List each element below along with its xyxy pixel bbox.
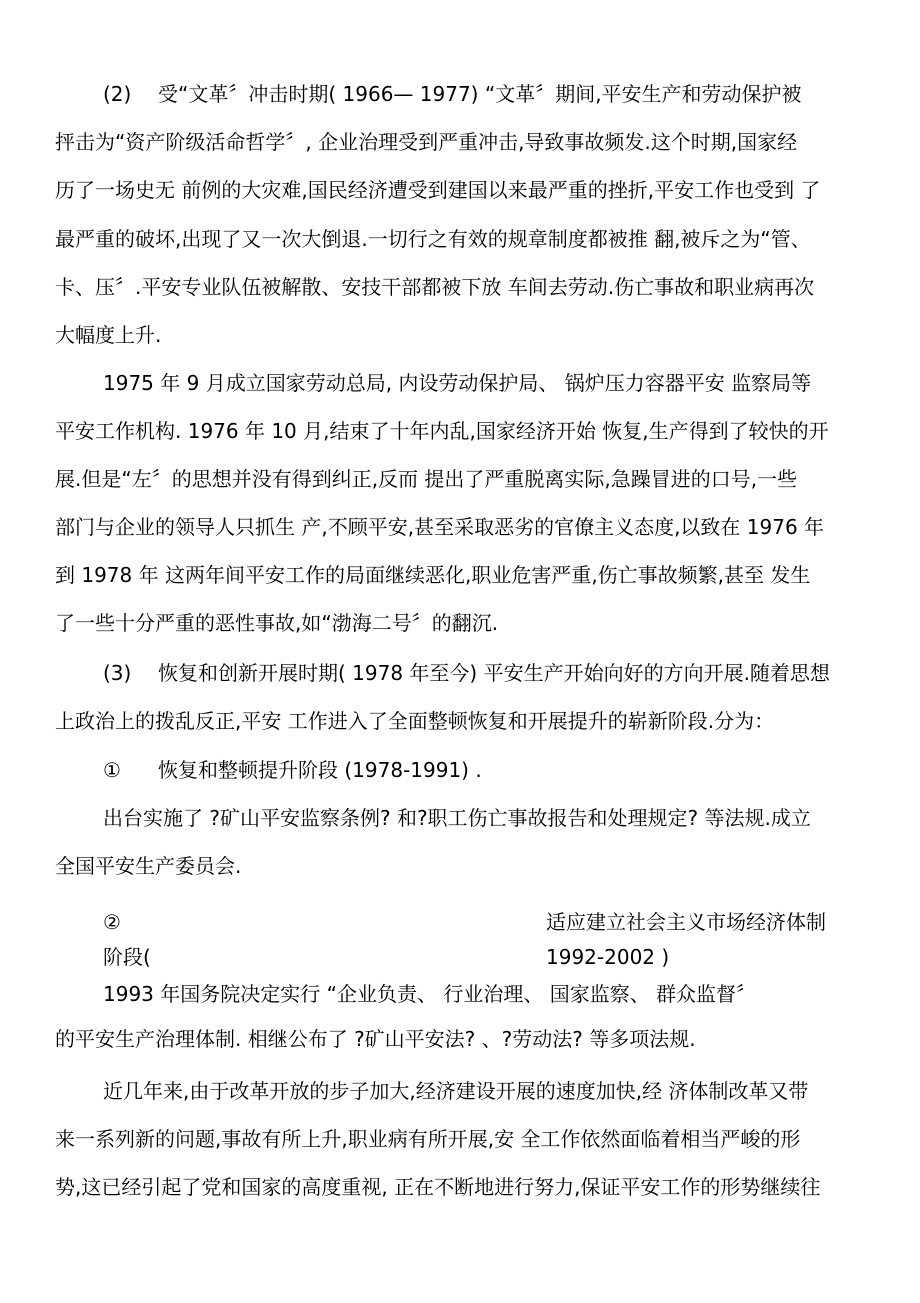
- paragraph-number: (2): [103, 82, 132, 106]
- text-line: 1975 年 9 月成立国家劳动总局, 内设劳动保护局、 锅炉压力容器平安 监察局等: [103, 371, 812, 395]
- text-line: 恢复和创新开展时期( 1978 年至今) 平安生产开始向好的方向开展.随着思想: [158, 661, 830, 685]
- text-line: 抨击为“资产阶级活命哲学〞, 企业治理受到严重冲击,导致事故频发.这个时期,国家经: [55, 130, 798, 154]
- text-line: 大幅度上升.: [55, 323, 162, 347]
- text-line: 近几年来,由于改革开放的步子加大,经济建设开展的速度加快,经 济体制改革又带: [103, 1079, 809, 1103]
- text-line: 来一系列新的问题,事故有所上升,职业病有所开展,安 全工作依然面临着相当严峻的形: [55, 1127, 801, 1151]
- text-line: 1993 年国务院决定实行 “企业负责、 行业治理、 国家监察、 群众监督〞: [103, 982, 757, 1006]
- text-line: 适应建立社会主义市场经济体制: [546, 910, 826, 934]
- list-marker: ①: [103, 758, 121, 782]
- text-line: 了一些十分严重的恶性事故,如“渤海二号〞的翻沉.: [55, 611, 499, 635]
- text-line: 历了一场史无 前例的大灾难,国民经济遭受到建国以来最严重的挫折,平安工作也受到 了: [55, 178, 821, 202]
- text-line: 势,这已经引起了党和国家的高度重视, 正在不断地进行努力,保证平安工作的形势继续往: [55, 1175, 821, 1199]
- text-line: 全国平安生产委员会.: [55, 854, 242, 878]
- text-line: 到 1978 年 这两年间平安工作的局面继续恶化,职业危害严重,伤亡事故频繁,甚至 发生: [55, 563, 811, 587]
- text-line: 平安工作机构. 1976 年 10 月,结束了十年内乱,国家经济开始 恢复,生产得到了较快的开: [55, 419, 829, 443]
- text-line: 的平安生产治理体制. 相继公布了 ?矿山平安法? 、?劳动法? 等多项法规.: [55, 1027, 696, 1051]
- text-line: 最严重的破坏,出现了又一次大倒退.一切行之有效的规章制度都被推 翻,被斥之为“管、: [55, 227, 811, 251]
- text-line: 恢复和整顿提升阶段 (1978-1991) .: [158, 758, 482, 782]
- text-line: 上政治上的拨乱反正,平安 工作进入了全面整顿恢复和开展提升的崭新阶段.分为：: [55, 709, 775, 733]
- text-line: 部门与企业的领导人只抓生 产,不顾平安,甚至采取恶劣的官僚主义态度,以致在 1976 年: [55, 515, 825, 539]
- text-line: 出台实施了 ?矿山平安监察条例? 和?职工伤亡事故报告和处理规定? 等法规.成立: [103, 806, 811, 830]
- text-line: 受“文革〞冲击时期( 1966— 1977) “文革〞期间,平安生产和劳动保护被: [158, 82, 802, 106]
- paragraph-number: (3): [103, 661, 132, 685]
- text-line: 阶段(: [103, 945, 151, 969]
- text-line: 展.但是“左〞的思想并没有得到纠正,反而 提出了严重脱离实际,急躁冒进的口号,一些: [55, 467, 798, 491]
- text-line: 1992-2002 ): [546, 945, 670, 969]
- list-marker: ②: [103, 910, 121, 934]
- text-line: 卡、压〞.平安专业队伍被解散、安技干部都被下放 车间去劳动.伤亡事故和职业病再次: [55, 275, 815, 299]
